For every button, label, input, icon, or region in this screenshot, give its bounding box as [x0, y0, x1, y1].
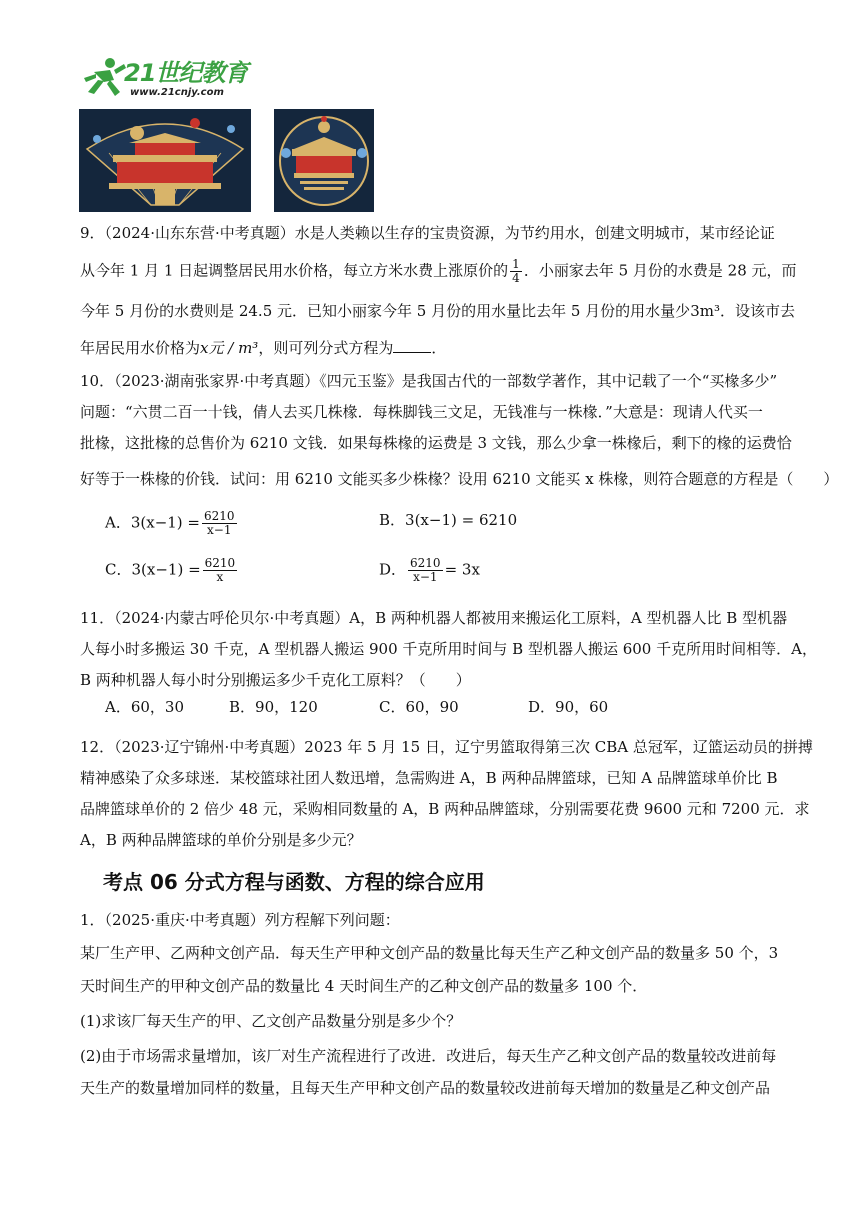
q9-fraction-num: 1 [512, 257, 520, 271]
logo [80, 56, 250, 102]
p1-line3: 天时间生产的甲种文创产品的数量比 4 天时间生产的乙种文创产品的数量多 100 个． [80, 977, 648, 995]
q10-line4: 好等于一株椽的价钱．试问：用 6210 文能买多少株椽？设用 6210 文能买 x 株椽，则符合题意的方程是（ ） [80, 470, 839, 488]
q10-option-c-den: x [216, 570, 224, 584]
section-heading: 考点 06 分式方程与函数、方程的综合应用 [103, 870, 485, 894]
q10-option-a-den: x−1 [207, 523, 232, 537]
q9-answer-blank[interactable] [393, 338, 431, 353]
q9-line2 [80, 258, 800, 285]
q10-option-d-frac [408, 557, 443, 584]
q10-option-d-label: D． [379, 560, 407, 579]
q10-line1: 10．（2023·湖南张家界·中考真题）《四元玉鉴》是我国古代的一部数学著作，其中记载了一个“买椽多少” [80, 372, 778, 390]
q11-option-b[interactable]: B．90，120 [229, 698, 318, 716]
q9-line3 [80, 301, 800, 321]
q10-option-c-num: 6210 [204, 556, 236, 570]
q11-line1: 11．（2024·内蒙古呼伦贝尔·中考真题）A，B 两种机器人都被用来搬运化工原料，A 型机器人比 B 型机器 [80, 609, 788, 627]
q11-line3: B 两种机器人每小时分别搬运多少千克化工原料？（ ） [80, 671, 471, 689]
q9-line3-text: 今年 5 月份的水费则是 24.5 元．已知小丽家今年 5 月份的用水量比去年 5 月份的用水量少 [80, 302, 691, 320]
q10-option-a-frac [202, 510, 237, 537]
q9-fraction [510, 258, 522, 285]
q9-line4-end: ． [431, 339, 447, 357]
q10-option-c-label: C． [105, 560, 132, 579]
p1-line1: 1．（2025·重庆·中考真题）列方程解下列问题： [80, 911, 400, 929]
logo-url: www.21cnjy.com [130, 87, 224, 98]
q10-option-a-num: 6210 [204, 509, 235, 523]
q11-option-d[interactable]: D．90，60 [528, 698, 609, 716]
q10-line2: 问题：“六贯二百一十钱，倩人去买几株椽．每株脚钱三文足，无钱准与一株椽．”大意是：现请人代买一 [80, 403, 763, 421]
q10-option-d-rhs: = 3x [444, 560, 480, 579]
q9-fraction-den: 4 [512, 271, 520, 285]
q10-option-b-expr: 3(x−1) = 6210 [405, 511, 518, 529]
logo-brand: 21世纪教育 [124, 59, 248, 87]
q9-unit: 3m³ [690, 302, 720, 320]
q9-line2-text: 从今年 1 月 1 日起调整居民用水价格，每立方米水费上涨原价的 [80, 261, 509, 280]
q9-line3-tail: ．设该市去 [719, 302, 795, 320]
q10-option-c[interactable] [105, 557, 239, 584]
q10-option-d[interactable] [379, 557, 480, 584]
q9-line4-text: 年居民用水价格为 [80, 339, 201, 357]
q10-option-a[interactable] [105, 510, 239, 537]
q9-line1: 9．（2024·山东东营·中考真题）水是人类赖以生存的宝贵资源，为节约用水，创建文明城市，某市经论证 [80, 224, 775, 242]
q12-line2: 精神感染了众多球迷．某校篮球社团人数迅增，急需购进 A，B 两种品牌篮球，已知 A 品牌篮球单价比 B [80, 769, 778, 787]
q10-option-d-num: 6210 [410, 556, 441, 570]
q11-option-a[interactable]: A．60，30 [105, 698, 185, 716]
q10-option-a-label: A． [105, 513, 131, 532]
p1-line4: (1)求该厂每天生产的甲、乙文创产品数量分别是多少个？ [80, 1012, 462, 1030]
q12-line4: A，B 两种品牌篮球的单价分别是多少元？ [80, 831, 362, 849]
q9-line2-tail: ．小丽家去年 5 月份的水费是 28 元，而 [523, 261, 797, 280]
p1-line6: 天生产的数量增加同样的数量，且每天生产甲种文创产品的数量较改进前每天增加的数量是乙种文创产品 [80, 1079, 771, 1097]
fan-illustration [79, 109, 251, 212]
q10-option-c-lhs: 3(x−1) = [131, 560, 201, 579]
q10-line3: 批椽，这批椽的总售价为 6210 文钱．如果每株椽的运费是 3 文钱，那么少拿一株椽后，剩下的椽的运费恰 [80, 434, 792, 452]
q11-line2: 人每小时多搬运 30 千克，A 型机器人搬运 900 千克所用时间与 B 型机器人搬运 600 千克所用时间相等．A， [80, 640, 817, 658]
q9-variable: x元 / m³ [200, 339, 259, 357]
q10-option-b[interactable] [379, 510, 517, 530]
round-illustration [274, 109, 374, 212]
q10-option-a-lhs: 3(x−1) = [130, 513, 200, 532]
q10-option-d-den: x−1 [413, 570, 438, 584]
q12-line3: 品牌篮球单价的 2 倍少 48 元，采购相同数量的 A，B 两种品牌篮球，分别需要花费 9600 元和 7200 元．求 [80, 800, 810, 818]
q12-line1: 12．（2023·辽宁锦州·中考真题）2023 年 5 月 15 日，辽宁男篮取得第三次 CBA 总冠军，辽篮运动员的拼搏 [80, 738, 813, 756]
q9-line4-mid: ，则可列分式方程为 [258, 339, 394, 357]
p1-line2: 某厂生产甲、乙两种文创产品．每天生产甲种文创产品的数量比每天生产乙种文创产品的数量多 50 个，3 [80, 944, 779, 962]
q9-line4 [80, 338, 800, 358]
p1-line5: (2)由于市场需求量增加，该厂对生产流程进行了改进．改进后，每天生产乙种文创产品的数量较改进前每 [80, 1047, 777, 1065]
q11-option-c[interactable]: C．60，90 [379, 698, 459, 716]
logo-runner-icon [80, 56, 126, 100]
q10-option-b-label: B． [379, 511, 406, 529]
q10-option-c-frac [203, 557, 238, 584]
